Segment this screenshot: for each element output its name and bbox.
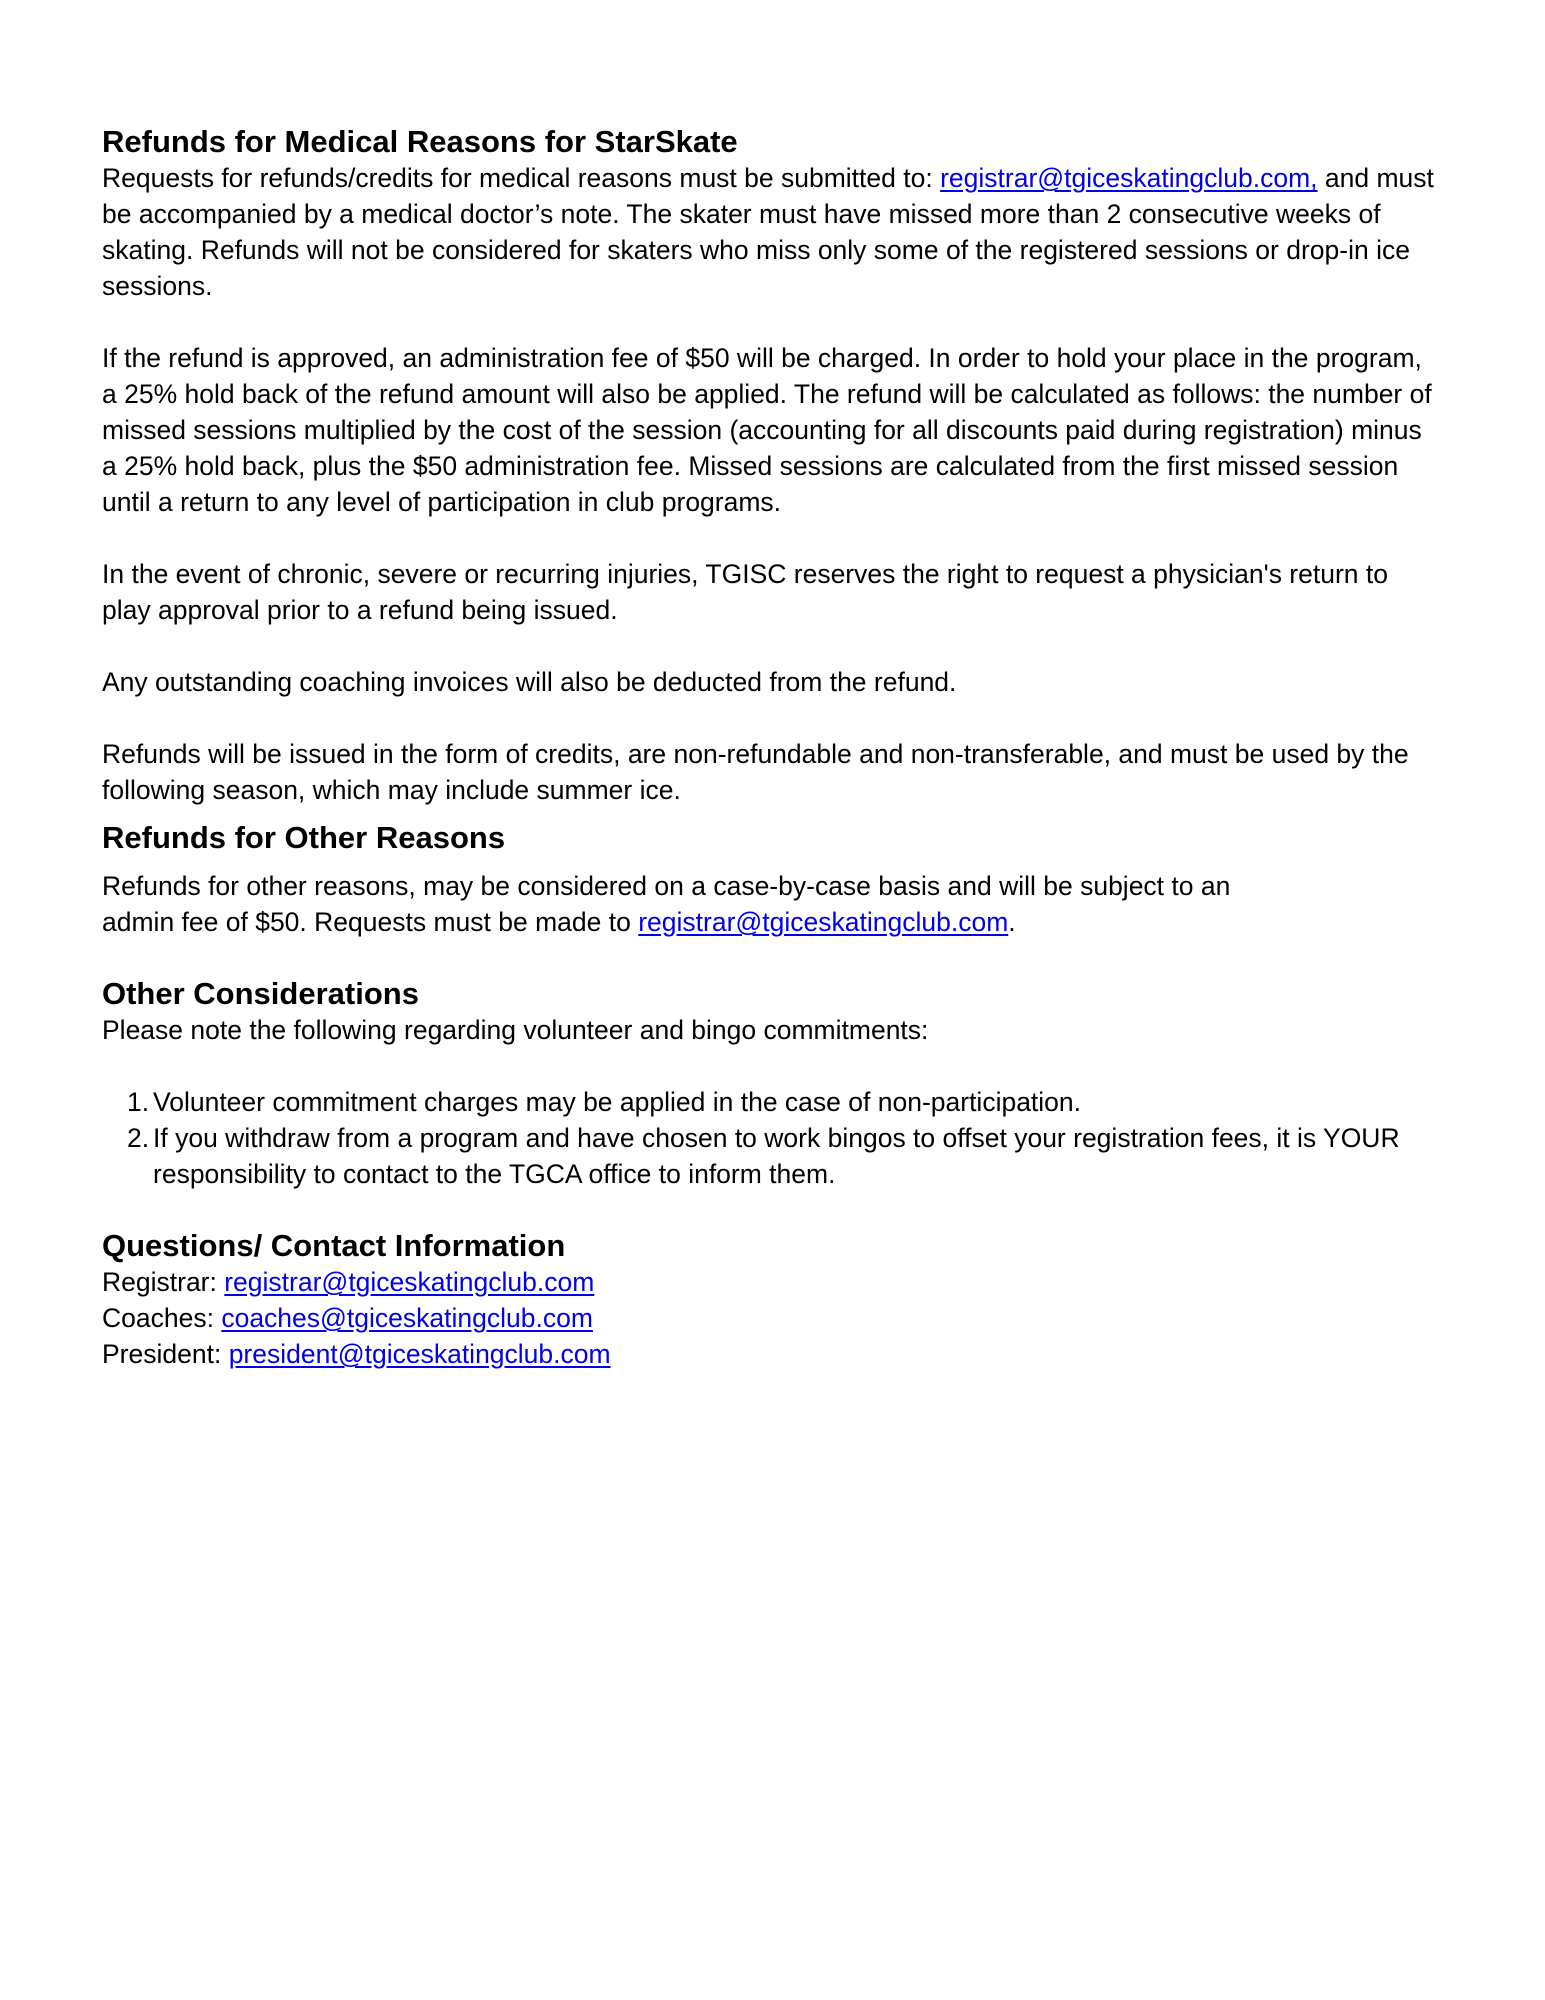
list-item-number: 2.: [127, 1123, 150, 1153]
medical-refund-paragraph-invoices: Any outstanding coaching invoices will also be deducted from the refund.: [102, 667, 957, 697]
other-reasons-line1: Refunds for other reasons, may be considered on a case-by-case basis and will be subject to an: [102, 871, 1231, 901]
list-item: [102, 1120, 1442, 1192]
other-reasons-line2-prefix: admin fee of $50. Requests must be made to: [102, 907, 639, 937]
section-heading-other-reasons: Refunds for Other Reasons: [102, 820, 506, 855]
president-email-link[interactable]: president@tgiceskatingclub.com: [228, 1339, 611, 1369]
section-heading-medical-refunds: Refunds for Medical Reasons for StarSkate: [102, 124, 738, 159]
spacer: [102, 520, 1442, 556]
other-reasons-line2-suffix: .: [1008, 907, 1016, 937]
medical-refund-paragraph-injuries: In the event of chronic, severe or recurring injuries, TGISC reserves the right to request a physician's return to play approval prior to a refund being issued.: [102, 559, 1389, 625]
spacer: [102, 304, 1442, 340]
contact-label: President:: [102, 1339, 229, 1369]
registrar-email-link[interactable]: registrar@tgiceskatingclub.com: [638, 907, 1009, 937]
spacer: [102, 700, 1442, 736]
contact-entry-coaches: [102, 1300, 1442, 1336]
spacer: [102, 808, 1442, 820]
other-reasons-paragraph: [102, 868, 1442, 940]
registrar-email-link[interactable]: registrar@tgiceskatingclub.com: [224, 1267, 595, 1297]
list-item-number: 1.: [127, 1087, 150, 1117]
coaches-email-link[interactable]: coaches@tgiceskatingclub.com: [221, 1303, 593, 1333]
medical-refund-paragraph-credits: Refunds will be issued in the form of credits, are non-refundable and non-transferable, and must be used by the following season, which may include summer ice.: [102, 739, 1409, 805]
contact-entry-president: [102, 1336, 1442, 1372]
commitments-list: [102, 1084, 1442, 1192]
contact-label: Coaches:: [102, 1303, 222, 1333]
medical-refund-paragraph-submission: [102, 160, 1442, 304]
document-page: [102, 124, 1442, 1372]
medical-refund-submission-prefix: Requests for refunds/credits for medical reasons must be submitted to:: [102, 163, 941, 193]
spacer: [102, 1048, 1442, 1084]
list-item: [102, 1084, 1442, 1120]
spacer: [102, 940, 1442, 976]
medical-refund-submission-suffix: and must be accompanied by a medical doctor’s note. The skater must have missed more than 2 consecutive weeks of skating. Refunds will not be considered for skaters who miss only some of the registered sessions or drop-in ice sessions.: [102, 163, 1434, 301]
spacer: [102, 856, 1442, 868]
medical-refund-paragraph-calculation: If the refund is approved, an administration fee of $50 will be charged. In order to hold your place in the program, a 25% hold back of the refund amount will also be applied. The refund will be calculated as follows: the number of missed sessions multiplied by the cost of the session (accounting for all discounts paid during registration) minus a 25% hold back, plus the $50 administration fee. Missed sessions are calculated from the first missed session until a return to any level of participation in club programs.: [102, 343, 1432, 517]
spacer: [102, 1192, 1442, 1228]
other-considerations-intro: Please note the following regarding volunteer and bingo commitments:: [102, 1015, 929, 1045]
registrar-email-link[interactable]: registrar@tgiceskatingclub.com,: [940, 163, 1318, 193]
list-item-text: Volunteer commitment charges may be applied in the case of non-participation.: [153, 1087, 1082, 1117]
contact-entry-registrar: [102, 1264, 1442, 1300]
spacer: [102, 628, 1442, 664]
section-heading-contact: Questions/ Contact Information: [102, 1228, 566, 1263]
section-heading-other-considerations: Other Considerations: [102, 976, 419, 1011]
contact-label: Registrar:: [102, 1267, 225, 1297]
list-item-text: If you withdraw from a program and have chosen to work bingos to offset your registration fees, it is YOUR responsibility to contact to the TGCA office to inform them.: [153, 1123, 1400, 1189]
